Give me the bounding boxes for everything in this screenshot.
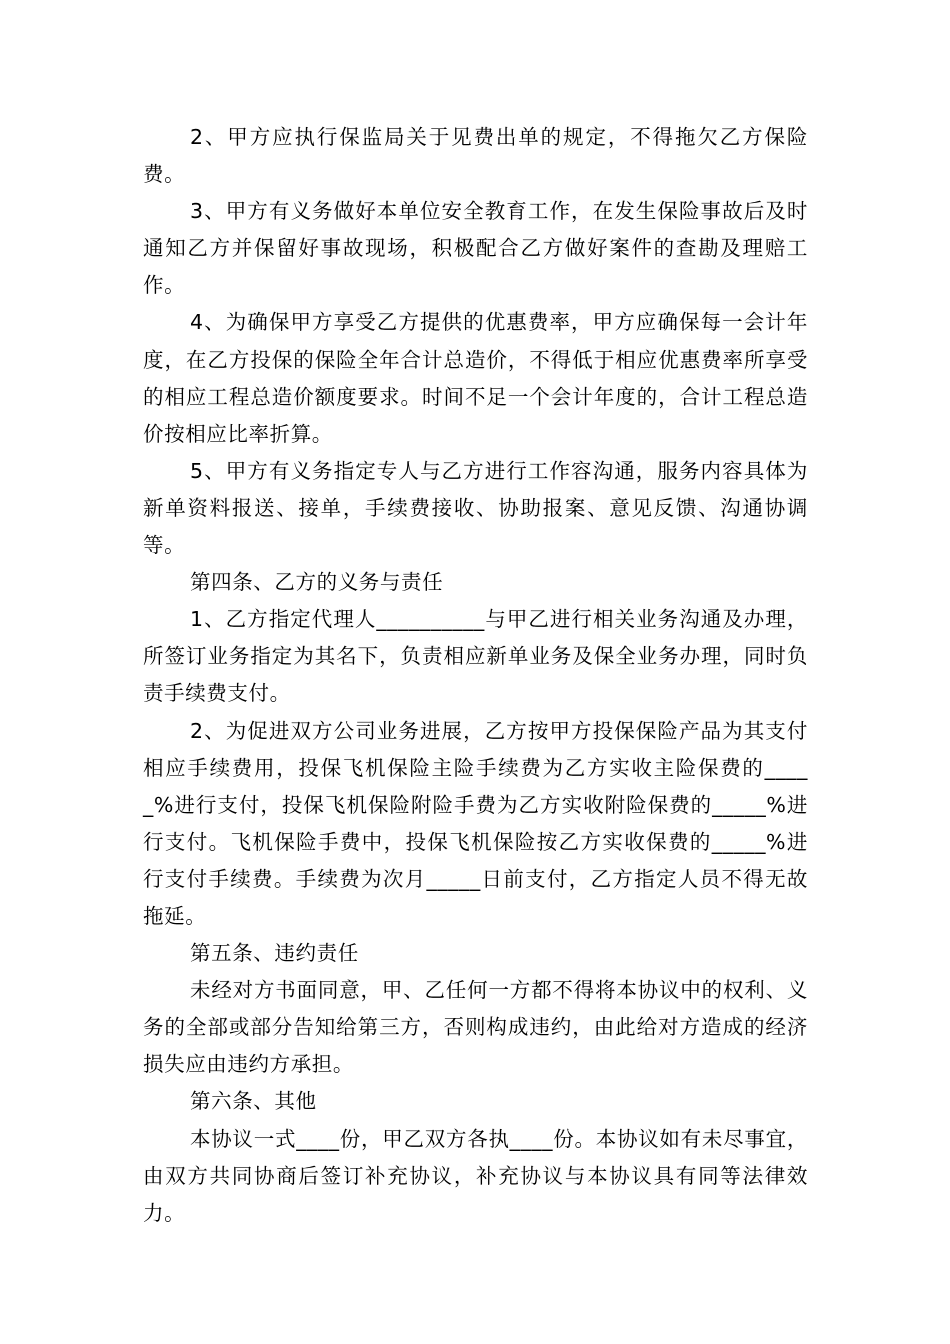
document-body xyxy=(143,119,808,1232)
article-6-heading: 第六条、其他 xyxy=(190,1089,317,1114)
clause-3-5: 5、甲方有义务指定专人与乙方进行工作容沟通，服务内容具体为新单资料报送、接单，手续费接收、协助报案、意见反馈、沟通协调等。 xyxy=(143,458,808,558)
clause-4-2: 2、为促进双方公司业务进展，乙方按甲方投保保险产品为其支付相应手续费用，投保飞机保险主险手续费为乙方实收主险保费的_____%进行支付，投保飞机保险附险手费为乙方实收附险保费的_____%进行支付。飞机保险手费中，投保飞机保险按乙方实收保费的_____%进行支付手续费。手续费为次月_____日前支付，乙方指定人员不得无故拖延。 xyxy=(143,718,808,928)
clause-4-1: 1、乙方指定代理人__________与甲乙进行相关业务沟通及办理，所签订业务指定为其名下，负责相应新单业务及保全业务办理，同时负责手续费支付。 xyxy=(143,607,808,706)
article-6-body: 本协议一式____份，甲乙双方各执____份。本协议如有未尽事宜，由双方共同协商后签订补充协议，补充协议与本协议具有同等法律效力。 xyxy=(143,1126,808,1225)
article-4-heading: 第四条、乙方的义务与责任 xyxy=(190,570,444,595)
article-5-body: 未经对方书面同意，甲、乙任何一方都不得将本协议中的权利、义务的全部或部分告知给第三方，否则构成违约，由此给对方造成的经济损失应由违约方承担。 xyxy=(143,978,808,1077)
clause-3-3: 3、甲方有义务做好本单位安全教育工作，在发生保险事故后及时通知乙方并保留好事故现场，积极配合乙方做好案件的查勘及理赔工作。 xyxy=(143,199,808,298)
article-5-heading: 第五条、违约责任 xyxy=(190,941,359,966)
clause-3-2: 2、甲方应执行保监局关于见费出单的规定，不得拖欠乙方保险费。 xyxy=(143,125,808,187)
clause-3-4: 4、为确保甲方享受乙方提供的优惠费率，甲方应确保每一会计年度，在乙方投保的保险全年合计总造价，不得低于相应优惠费率所享受的相应工程总造价额度要求。时间不足一个会计年度的，合计工程总造价按相应比率折算。 xyxy=(143,310,808,446)
